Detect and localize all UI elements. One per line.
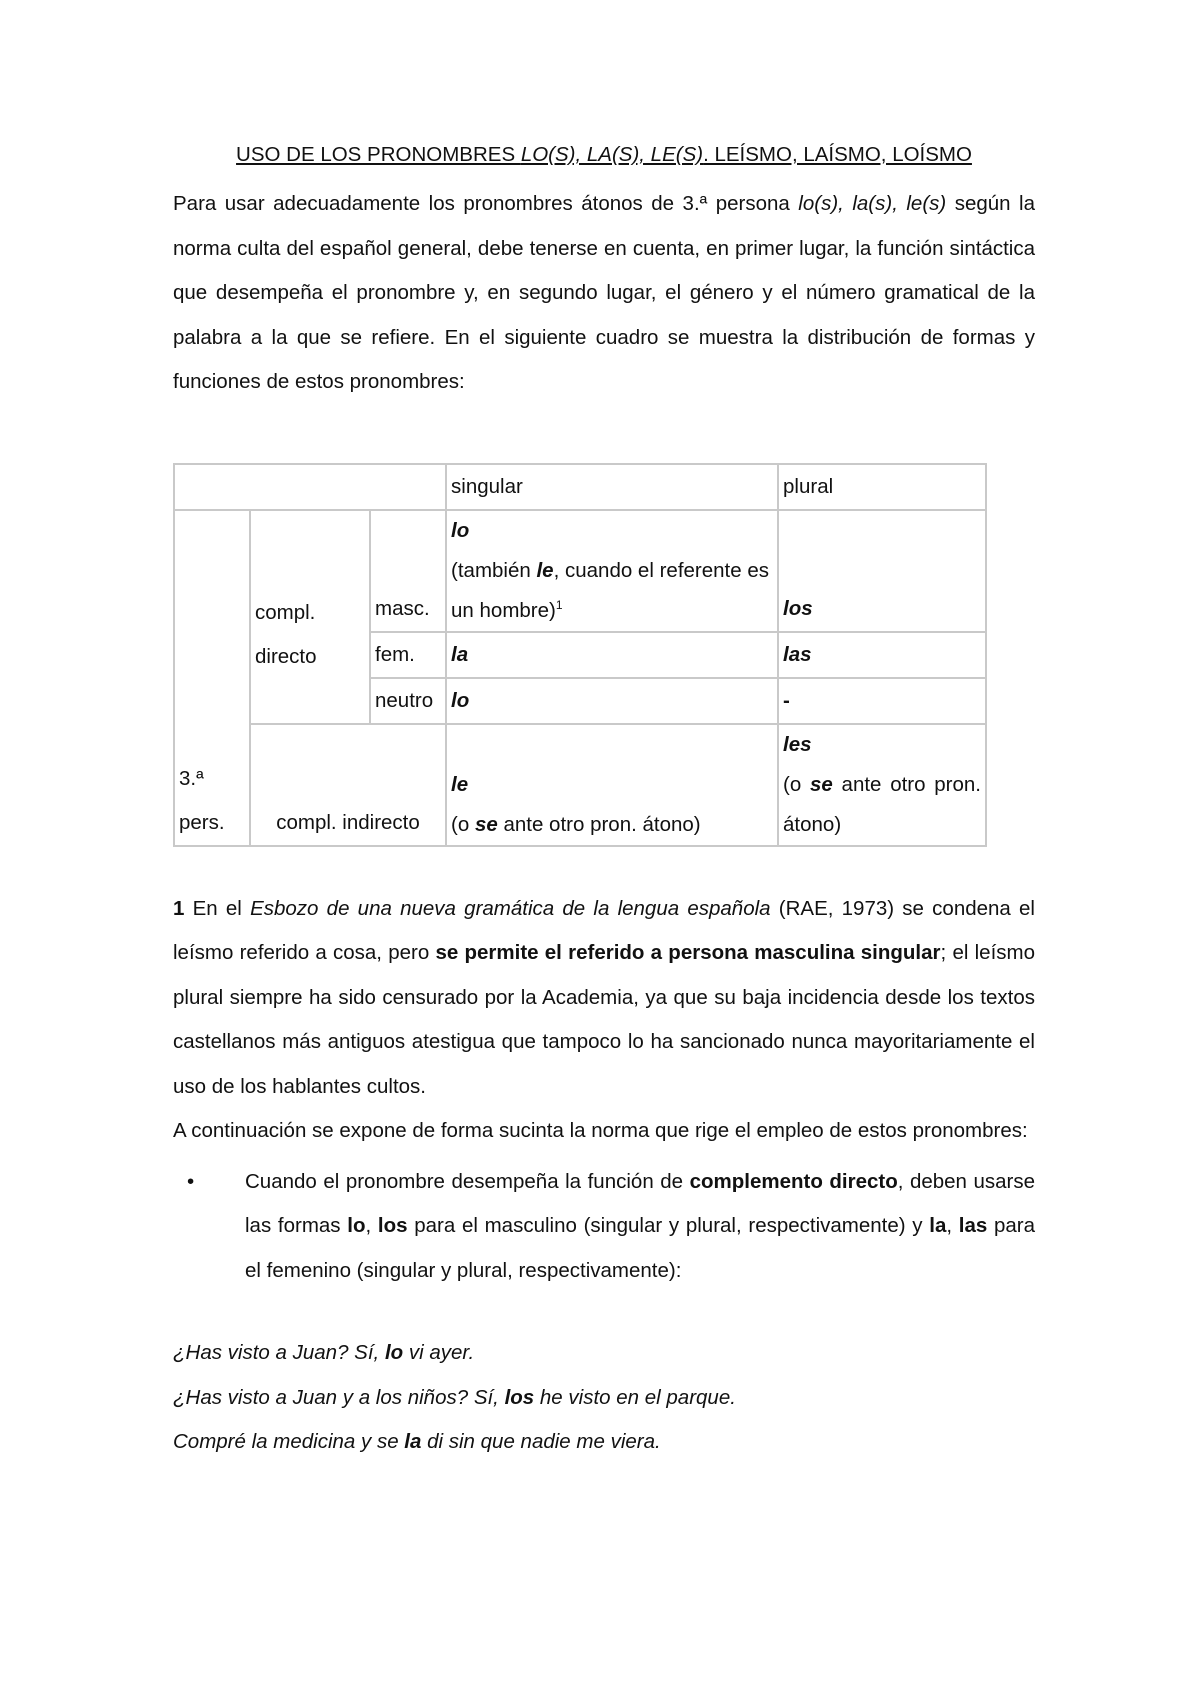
bullet-text-3: para el masculino (singular y plural, respectivamente) y xyxy=(407,1214,930,1237)
bullet-cd: complemento directo xyxy=(689,1169,898,1193)
bullet-lo: lo xyxy=(347,1214,366,1237)
person-cell xyxy=(174,510,250,846)
example-text: Compré la medicina y se xyxy=(173,1430,405,1453)
bullet-text-2: , deben usarse las formas xyxy=(245,1169,1035,1237)
example-text-end: vi ayer. xyxy=(403,1341,475,1364)
example-text: ¿Has visto a Juan? Sí, xyxy=(173,1341,385,1364)
bullet-text xyxy=(245,1160,1035,1294)
example-pronoun: la xyxy=(404,1430,422,1453)
masc-note-b: le xyxy=(536,558,554,582)
footnote-emphasis: se permite el referido a persona masculina singular xyxy=(435,941,941,964)
table-corner-cell xyxy=(174,464,446,510)
ci-plural-note-c: ante otro pron. átono) xyxy=(783,772,982,836)
masc-label xyxy=(370,510,446,632)
document-page xyxy=(173,140,1035,1465)
example-text-end: di sin que nadie me viera. xyxy=(421,1430,661,1453)
ci-sing-note-c: ante otro pron. átono) xyxy=(497,812,701,836)
intro-pronouns: lo(s), la(s), le(s) xyxy=(798,192,947,215)
neutro-singular-cell xyxy=(446,678,778,724)
example-pronoun: lo xyxy=(384,1341,404,1364)
bullet-comma-2: , xyxy=(946,1214,959,1237)
masc-plural-form: los xyxy=(783,596,813,620)
cd-label-2: directo xyxy=(255,644,317,668)
cd-cell xyxy=(250,510,370,724)
neutro-plural-cell xyxy=(778,678,986,724)
title-text: USO DE LOS PRONOMBRES xyxy=(236,143,521,166)
fem-plural-form: las xyxy=(783,642,812,666)
example-text-end: he visto en el parque. xyxy=(534,1385,736,1409)
footnote-number: 1 xyxy=(173,896,185,920)
masc-note-c: , cuando el referente es un hombre) xyxy=(451,558,769,622)
bullet-text-1: Cuando el pronombre desempeña la función de xyxy=(245,1169,690,1193)
ci-singular-form: le xyxy=(451,772,469,796)
bullet-las: las xyxy=(958,1214,988,1237)
fem-singular-cell xyxy=(446,632,778,678)
table-header-row xyxy=(174,464,986,510)
ci-sing-note-a: (o xyxy=(451,812,475,836)
continuation-paragraph: A continuación se expone de forma sucinta la norma que rige el empleo de estos pronombres: xyxy=(173,1119,1028,1142)
fem-singular-form: la xyxy=(451,642,469,666)
masc-note-a: (también xyxy=(451,558,537,582)
table-row-ci xyxy=(174,724,986,846)
neutro-plural-form: - xyxy=(783,688,790,712)
masc-singular-form: lo xyxy=(451,518,470,542)
bullet-marker: • xyxy=(187,1169,195,1193)
title-pronouns: LO(S), LA(S), LE(S) xyxy=(520,143,704,166)
person-label-2: pers. xyxy=(179,810,225,834)
ci-plural-cell xyxy=(778,724,986,846)
ci-plural-note-b: se xyxy=(810,772,833,796)
masc-label-text: masc. xyxy=(375,596,430,620)
masc-singular-cell xyxy=(446,510,778,632)
neutro-label: neutro xyxy=(370,678,446,724)
ci-label: compl. indirecto xyxy=(250,724,446,846)
example-sentence xyxy=(173,1420,1035,1465)
ci-plural-form: les xyxy=(783,732,812,756)
intro-text-1: Para usar adecuadamente los pronombres átonos de 3.ª persona xyxy=(173,192,799,215)
bullet-los: los xyxy=(377,1214,408,1237)
ci-sing-note-b: se xyxy=(474,812,498,836)
example-pronoun: los xyxy=(504,1385,535,1409)
ci-singular-cell xyxy=(446,724,778,846)
intro-text-2: según la norma culta del español general, debe tenerse en cuenta, en primer lugar, la función sintáctica que desempeña el pronombre y, en segundo lugar, el género y el número gramatical de la palabra a la que se refiere. En el siguiente cuadro se muestra la distribución de formas y funciones de estos pronombres: xyxy=(173,192,1036,393)
footnote-paragraph xyxy=(173,887,1035,1110)
title-text-end: . LEÍSMO, LAÍSMO, LOÍSMO xyxy=(703,143,972,166)
fem-plural-cell xyxy=(778,632,986,678)
cd-label-1: compl. xyxy=(255,600,316,624)
bullet-item xyxy=(173,1160,1035,1294)
header-plural: plural xyxy=(778,464,986,510)
pronoun-table xyxy=(173,463,987,847)
bullet-la: la xyxy=(929,1214,947,1237)
pronoun-table-wrapper xyxy=(173,463,985,847)
document-title xyxy=(173,140,1035,170)
footnote-ref: 1 xyxy=(555,597,563,612)
masc-plural-cell xyxy=(778,510,986,632)
footnote-text-1: En el xyxy=(184,896,251,920)
intro-paragraph xyxy=(173,182,1035,405)
footnote-text-2: (RAE, 1973) se condena el leísmo referido a cosa, pero xyxy=(173,896,1035,964)
table-row-masc xyxy=(174,510,986,632)
bullet-comma-1: , xyxy=(365,1214,378,1237)
footnote-text-3: ; el leísmo plural siempre ha sido censurado por la Academia, ya que su baja incidencia desde los textos castellanos más antiguos atestigua que tampoco lo ha sancionado nunca mayoritariamente el uso de los hablantes cultos. xyxy=(173,941,1036,1098)
fem-label: fem. xyxy=(370,632,446,678)
examples-block xyxy=(173,1331,1035,1465)
header-singular: singular xyxy=(446,464,778,510)
footnote-book-title: Esbozo de una nueva gramática de la lengua española xyxy=(250,896,771,920)
person-label-1: 3.ª xyxy=(179,766,204,790)
bullet-text-4: para el femenino (singular y plural, respectivamente): xyxy=(245,1214,1035,1282)
example-text: ¿Has visto a Juan y a los niños? Sí, xyxy=(173,1385,505,1409)
neutro-singular-form: lo xyxy=(451,688,470,712)
example-sentence xyxy=(173,1376,1035,1421)
example-sentence xyxy=(173,1331,1035,1376)
ci-plural-note-a: (o xyxy=(783,772,810,796)
